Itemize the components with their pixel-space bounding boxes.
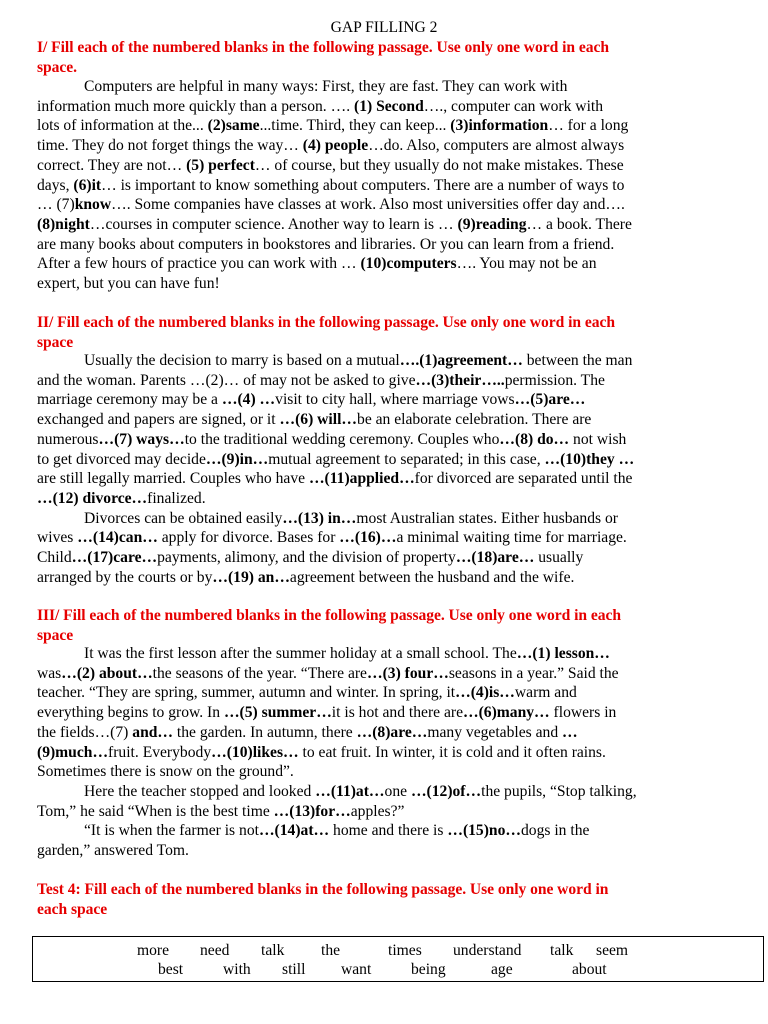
passage-text: the garden. In autumn, there	[173, 723, 357, 741]
passage-text: and the woman. Parents …(2)… of may not be asked to give	[37, 371, 416, 389]
word-bank-row-2	[33, 960, 763, 980]
word-bank-word: understand	[453, 942, 522, 959]
passage-line	[37, 97, 737, 117]
passage-text: …. Some companies have classes at work. Also most universities offer day and….	[111, 196, 625, 214]
passage-text: …. You may not be an	[456, 255, 597, 273]
passage-line	[37, 743, 737, 763]
answer-text: …(16)…	[339, 529, 397, 547]
passage-line	[37, 156, 737, 176]
answer-text: (1) Second	[354, 97, 424, 115]
answer-text: …(12)of…	[410, 782, 482, 800]
passage-text: …courses in computer science. Another way to learn is …	[89, 215, 458, 233]
passage-text: everything begins to grow. In	[37, 704, 224, 722]
passage-text: it is hot and there are	[331, 704, 463, 722]
section-3-heading	[37, 606, 737, 646]
word-bank-word: want	[341, 961, 372, 978]
passage-line	[37, 548, 737, 568]
passage-text: Computers are helpful in many ways: First, they are fast. They can work with	[84, 78, 568, 95]
section-1-heading	[37, 38, 737, 78]
answer-text: …(11)at…	[315, 782, 385, 800]
answer-text: (3)information	[450, 117, 549, 135]
passage-line	[37, 430, 737, 450]
passage-line	[37, 351, 737, 371]
document-title: GAP FILLING 2	[330, 19, 438, 36]
word-bank-word: still	[282, 961, 306, 978]
passage-text: to eat fruit. In winter, it is cold and it often rains.	[298, 743, 606, 761]
passage-text: Sometimes there is snow on the ground”.	[37, 763, 294, 781]
word-bank-word: best	[158, 961, 184, 978]
passage-text: one	[384, 782, 411, 800]
section-3-heading-line-1: III/ Fill each of the numbered blanks in the following passage. Use only one word in each	[37, 607, 621, 624]
answer-text: (2)same	[207, 117, 260, 135]
passage-line	[37, 195, 737, 215]
passage-line	[37, 390, 737, 410]
passage-text: … of course, but they usually do not make mistakes. These	[254, 156, 624, 174]
passage-text: days,	[37, 176, 74, 194]
passage-text: seasons in a year.” Said the	[448, 664, 619, 682]
passage-line	[37, 782, 737, 802]
answer-text: …(3)their…..	[415, 371, 505, 389]
answer-text: ….(1)agreement…	[399, 352, 523, 369]
passage-line	[37, 723, 737, 743]
passage-text: numerous	[37, 430, 99, 448]
answer-text: …(4)is…	[455, 684, 515, 702]
passage-text: garden,” answered Tom.	[37, 842, 189, 860]
answer-text: know	[74, 196, 112, 214]
test-4-heading	[37, 880, 737, 920]
word-bank-word: more	[137, 942, 170, 959]
passage-text: … is important to know something about computers. There are a number of ways to	[101, 176, 625, 194]
answer-text: …(14)at…	[258, 822, 330, 840]
passage-line	[37, 568, 737, 588]
passage-line	[37, 821, 737, 841]
passage-line	[37, 802, 737, 822]
word-bank-word: times	[388, 942, 422, 959]
test-4-heading-line-2: each space	[37, 901, 108, 918]
section-3-heading-line-2: space	[37, 627, 74, 644]
passage-text: Child	[37, 549, 72, 567]
passage-text: for divorced are separated until the	[414, 470, 633, 488]
passage-text: fruit. Everybody	[108, 743, 212, 761]
passage-text: a minimal waiting time for marriage.	[396, 529, 627, 547]
passage-line	[37, 371, 737, 391]
section-1-passage	[37, 77, 737, 294]
answer-text: …(5) summer…	[223, 704, 332, 722]
answer-text: …(19) an…	[212, 568, 290, 586]
section-1-heading-line-1: I/ Fill each of the numbered blanks in the following passage. Use only one word in each	[37, 39, 609, 56]
passage-text: visit to city hall, where marriage vows	[275, 391, 515, 409]
passage-text: Usually the decision to marry is based on a mutual	[84, 352, 400, 369]
passage-text: information much more quickly than a person. ….	[37, 97, 354, 115]
passage-text: exchanged and papers are signed, or it	[37, 411, 280, 429]
passage-text: wives	[37, 529, 78, 547]
word-bank-row-1	[33, 941, 763, 961]
passage-text: teacher. “They are spring, summer, autumn and winter. In spring, it	[37, 684, 456, 702]
passage-line	[37, 664, 737, 684]
passage-text: not wish	[569, 430, 627, 448]
passage-line	[37, 489, 737, 509]
word-bank-word: talk	[261, 942, 285, 959]
passage-text: lots of information at the...	[37, 117, 208, 135]
word-bank-word: the	[321, 942, 341, 959]
passage-text: are many books about computers in bookstores and libraries. Or you can learn from a friend.	[37, 235, 615, 253]
passage-line	[37, 254, 737, 274]
answer-text: (4) people	[302, 137, 369, 155]
passage-text: …do. Also, computers are almost always	[368, 137, 625, 155]
answer-text: …(1) lesson…	[516, 645, 610, 662]
passage-text: home and there is	[329, 822, 448, 840]
passage-line	[37, 509, 737, 529]
passage-line	[37, 762, 737, 782]
passage-text: payments, alimony, and the division of property	[157, 549, 456, 567]
section-2-passage	[37, 351, 737, 587]
answer-text: …(18)are…	[455, 549, 535, 567]
answer-text: (9)reading	[457, 215, 527, 233]
passage-text: … for a long	[548, 117, 629, 135]
section-2-heading	[37, 313, 737, 353]
answer-text: …(13)for…	[273, 802, 351, 820]
passage-text: be an elaborate celebration. There are	[357, 411, 592, 429]
passage-text: apples?”	[350, 802, 405, 820]
passage-text: “It is when the farmer is not	[84, 822, 259, 840]
passage-text: arranged by the courts or by	[37, 568, 213, 586]
answer-text: (5) perfect	[186, 156, 255, 174]
passage-text: permission. The	[504, 371, 605, 389]
answer-text: …(10)they …	[544, 450, 635, 468]
answer-text: …	[562, 723, 578, 741]
passage-text: usually	[534, 549, 584, 567]
answer-text: …(8)are…	[356, 723, 428, 741]
passage-line	[37, 528, 737, 548]
passage-line	[37, 116, 737, 136]
answer-text: (8)night	[37, 215, 90, 233]
word-bank-word: need	[200, 942, 230, 959]
answer-text: …(4) …	[221, 391, 276, 409]
answer-text: (6)it	[73, 176, 102, 194]
passage-text: warm and	[514, 684, 577, 702]
passage-line	[37, 410, 737, 430]
answer-text: …(3) four…	[366, 664, 449, 682]
passage-text: many vegetables and	[427, 723, 563, 741]
passage-line	[37, 469, 737, 489]
passage-text: the seasons of the year. “There are	[152, 664, 367, 682]
answer-text: …(11)applied…	[308, 470, 415, 488]
passage-text: …., computer can work with	[423, 97, 604, 115]
passage-text: between the man	[522, 352, 633, 369]
answer-text: …(10)likes…	[211, 743, 299, 761]
section-3-passage	[37, 644, 737, 861]
test-4-heading-line-1: Test 4: Fill each of the numbered blanks in the following passage. Use only one word in	[37, 881, 609, 898]
passage-text: most Australian states. Either husbands or	[356, 509, 618, 527]
passage-line	[37, 215, 737, 235]
word-bank-word: talk	[550, 942, 574, 959]
answer-text: …(17)care…	[71, 549, 158, 567]
passage-text: correct. They are not…	[37, 156, 187, 174]
passage-line	[37, 450, 737, 470]
passage-line	[37, 703, 737, 723]
passage-text: … (7)	[37, 196, 75, 214]
word-bank-word: age	[491, 961, 513, 978]
answer-text: …(13) in…	[282, 509, 357, 527]
passage-text: to get divorced may decide	[37, 450, 206, 468]
passage-text: apply for divorce. Bases for	[157, 529, 340, 547]
answer-text: …(5)are…	[514, 391, 586, 409]
passage-line	[37, 235, 737, 255]
passage-text: marriage ceremony may be a	[37, 391, 222, 409]
answer-text: and…	[132, 723, 174, 741]
passage-text: finalized.	[147, 489, 206, 507]
passage-text: are still legally married. Couples who have	[37, 470, 309, 488]
passage-line	[37, 77, 737, 97]
word-bank-word: with	[223, 961, 251, 978]
passage-line	[37, 683, 737, 703]
word-bank-word: about	[572, 961, 607, 978]
passage-text: the pupils, “Stop talking,	[481, 782, 637, 800]
answer-text: …(2) about…	[61, 664, 153, 682]
passage-text: to the traditional wedding ceremony. Couples who	[184, 430, 500, 448]
passage-line	[37, 274, 737, 294]
word-bank-box	[32, 936, 764, 982]
answer-text: …(7) ways…	[98, 430, 185, 448]
passage-text: It was the first lesson after the summer holiday at a small school. The	[84, 645, 517, 662]
passage-text: Divorces can be obtained easily	[84, 509, 283, 527]
passage-line	[37, 644, 737, 664]
section-2-heading-line-2: space	[37, 334, 74, 351]
passage-text: ...time. Third, they can keep...	[259, 117, 451, 135]
passage-text: expert, but you can have fun!	[37, 275, 220, 293]
passage-text: mutual agreement to separated; in this case,	[268, 450, 545, 468]
passage-text: dogs in the	[520, 822, 590, 840]
answer-text: …(15)no…	[447, 822, 521, 840]
passage-text: time. They do not forget things the way…	[37, 137, 303, 155]
passage-text: Tom,” he said “When is the best time	[37, 802, 274, 820]
passage-line	[37, 136, 737, 156]
passage-text: After a few hours of practice you can work with …	[37, 255, 361, 273]
answer-text: …(9)in…	[205, 450, 269, 468]
passage-text: was	[37, 664, 62, 682]
answer-text: (10)computers	[360, 255, 457, 273]
word-bank-word: being	[411, 961, 446, 978]
answer-text: …(8) do…	[499, 430, 570, 448]
answer-text: (9)much…	[37, 743, 109, 761]
section-2-heading-line-1: II/ Fill each of the numbered blanks in the following passage. Use only one word in each	[37, 314, 615, 331]
passage-text: … a book. There	[526, 215, 632, 233]
passage-text: flowers in	[549, 704, 617, 722]
passage-line	[37, 176, 737, 196]
answer-text: …(6)many…	[463, 704, 550, 722]
passage-text: the fields…(7)	[37, 723, 133, 741]
answer-text: …(12) divorce…	[37, 489, 148, 507]
word-bank-word: seem	[596, 942, 629, 959]
passage-line	[37, 841, 737, 861]
section-1-heading-line-2: space.	[37, 59, 77, 76]
passage-text: agreement between the husband and the wife.	[289, 568, 575, 586]
answer-text: …(14)can…	[77, 529, 158, 547]
passage-text: Here the teacher stopped and looked	[84, 782, 316, 800]
answer-text: …(6) will…	[279, 411, 358, 429]
